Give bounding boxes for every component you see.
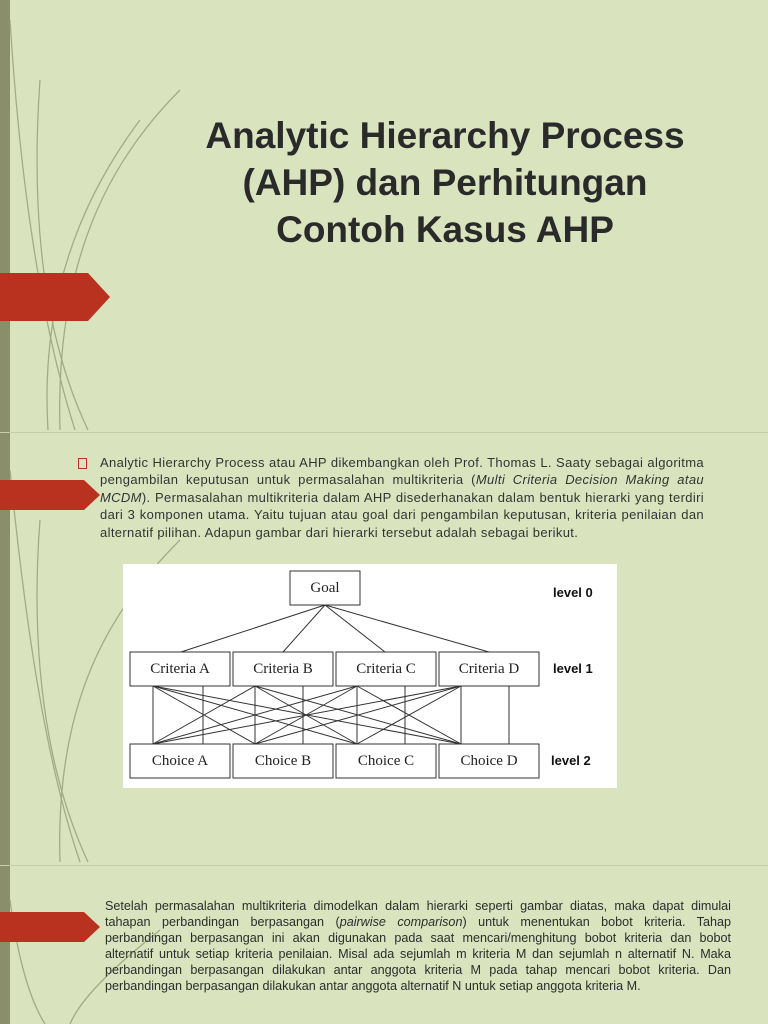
square-bullet-icon	[78, 458, 87, 469]
criteria-label: Criteria B	[253, 661, 313, 677]
text-run: ). Permasalahan multikriteria dalam AHP disederhanakan dalam bentuk hierarki yang terdiri dari 3 komponen utama. Yaitu tujuan atau goal dari pengambilan keputusan, kriteria penilaian dan alternatif pilihan. Adapun gambar dari hierarki tersebut adalah sebagai berikut.	[100, 489, 704, 540]
level-label: level 0	[553, 585, 593, 600]
choice-label: Choice D	[460, 753, 518, 769]
title-line: Contoh Kasus AHP	[276, 209, 614, 250]
intro-paragraph	[100, 454, 704, 541]
hierarchy-diagram	[123, 564, 617, 788]
title-line: Analytic Hierarchy Process	[205, 115, 685, 156]
slide-title	[0, 0, 768, 432]
pairwise-paragraph	[105, 898, 731, 994]
text-run-italic: Multi Criteria Decision Making atau MCDM	[100, 472, 704, 505]
bullet-item	[78, 454, 704, 541]
slide-pairwise	[0, 866, 768, 1024]
slide-title-heading	[175, 112, 715, 253]
text-run-italic: pairwise comparison	[339, 915, 463, 929]
goal-label: Goal	[310, 580, 340, 596]
text-run: Setelah permasalahan multikriteria dimodelkan dalam hierarki seperti gambar diatas, maka dapat dimulai tahapan perbandingan berpasangan (	[105, 899, 731, 929]
hierarchy-svg	[123, 564, 617, 788]
level-label: level 1	[553, 661, 593, 676]
choice-label: Choice C	[357, 753, 415, 769]
slide-ahp-intro	[0, 433, 768, 865]
criteria-label: Criteria A	[150, 661, 210, 677]
text-run: ) untuk menentukan bobot kriteria. Tahap perbandingan berpasangan ini akan digunakan pada saat mencari/menghitung bobot kriteria dan bobot alternatif untuk setiap kriteria penilaian. Misal ada sejumlah m kriteria M dan sejumlah n alternatif N. Maka perbandingan berpasangan dilakukan antar anggota kriteria M pada tahap mencari bobot kriteria. Dan perbandingan berpasangan dilakukan antar anggota alternatif N untuk setiap anggota kriteria M.	[105, 915, 731, 993]
level-label: level 2	[551, 753, 591, 768]
choice-label: Choice A	[151, 753, 209, 769]
choice-label: Choice B	[254, 753, 312, 769]
criteria-label: Criteria D	[458, 661, 520, 677]
title-line: (AHP) dan Perhitungan	[242, 162, 648, 203]
text-run: Analytic Hierarchy Process atau AHP dikembangkan oleh Prof. Thomas L. Saaty sebagai algoritma pengambilan keputusan untuk permasalahan multikriteria (	[100, 455, 704, 488]
criteria-label: Criteria C	[356, 661, 416, 677]
